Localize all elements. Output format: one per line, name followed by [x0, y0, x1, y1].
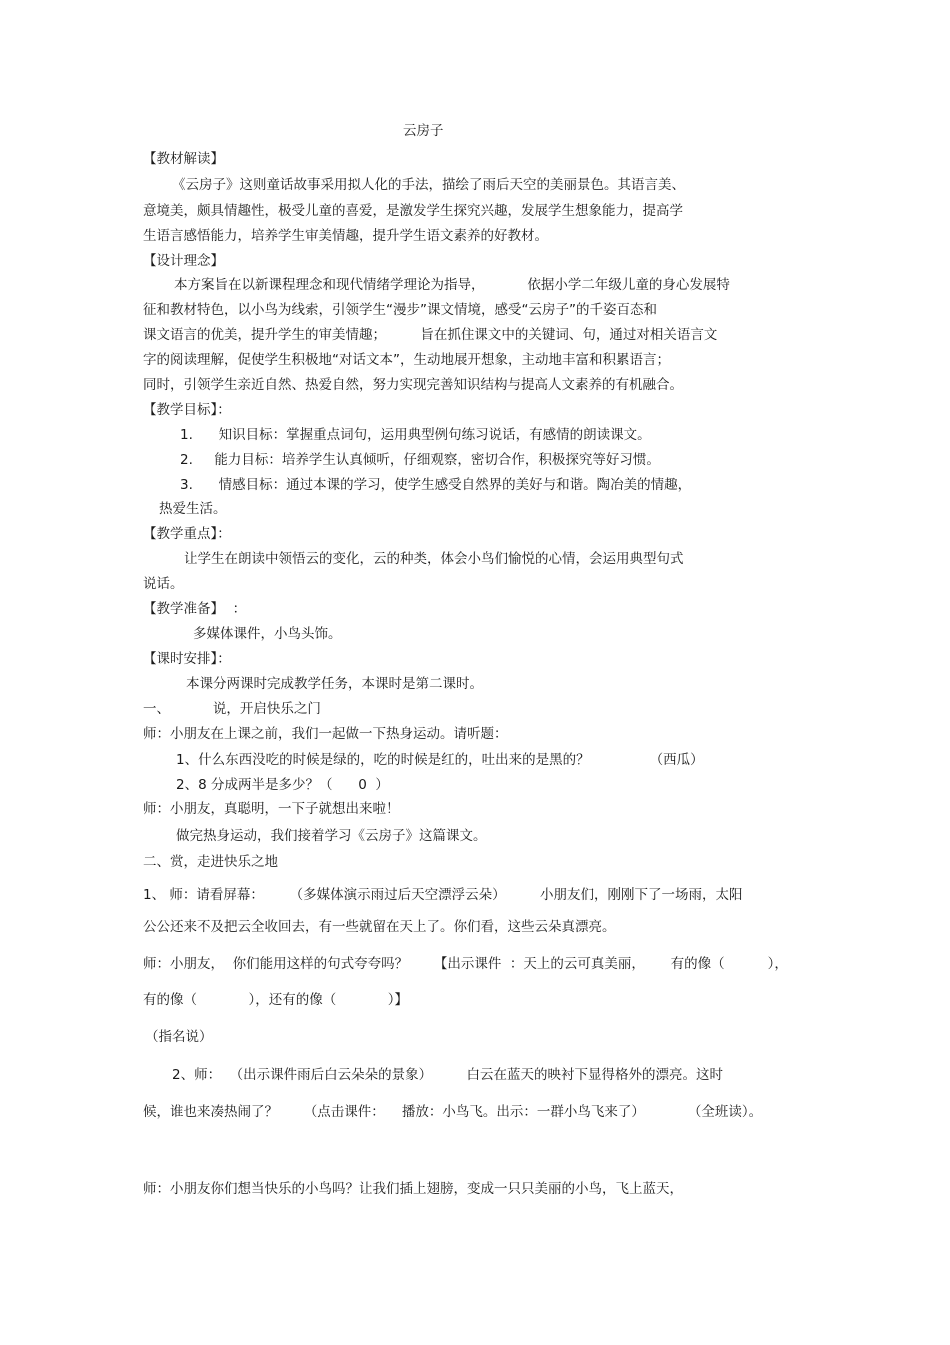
- list-item: 2. 能力目标：培养学生认真倾听，仔细观察，密切合作，积极探究等好习惯。: [180, 452, 660, 468]
- paragraph-line: 本课分两课时完成教学任务，本课时是第二课时。: [186, 676, 483, 692]
- list-item: 3. 情感目标：通过本课的学习，使学生感受自然界的美好与和谐。陶冶美的情趣，: [180, 477, 692, 493]
- paragraph-line: 热爱生活。: [159, 501, 227, 517]
- paragraph-line: 字的阅读理解，促使学生积极地“对话文本”，生动地展开想象，主动地丰富和积累语言；: [143, 352, 670, 368]
- paragraph-line: 2、师： （出示课件雨后白云朵朵的景象） 白云在蓝天的映衬下显得格外的漂亮。这时: [172, 1067, 724, 1083]
- paragraph-line: 公公还来不及把云全收回去，有一些就留在天上了。你们看，这些云朵真漂亮。: [143, 919, 616, 935]
- section-heading: 【课时安排】：: [143, 651, 231, 667]
- paragraph-line: 做完热身运动，我们接着学习《云房子》这篇课文。: [176, 828, 487, 844]
- paragraph-line: 课文语言的优美，提升学生的审美情趣； 旨在抓住课文中的关键词、句，通过对相关语言文: [143, 327, 718, 343]
- paragraph-line: 师：小朋友， 你们能用这样的句式夸夸吗？ 【出示课件 ：天上的云可真美丽， 有的像（ ），: [143, 956, 788, 972]
- list-item: 1. 知识目标：掌握重点词句，运用典型例句练习说话，有感情的朗读课文。: [180, 427, 651, 443]
- paragraph-line: （指名说）: [145, 1029, 213, 1045]
- paragraph-line: 《云房子》这则童话故事采用拟人化的手法，描绘了雨后天空的美丽景色。其语言美、: [172, 177, 685, 193]
- list-item: 1、什么东西没吃的时候是绿的，吃的时候是红的，吐出来的是黑的？ （西瓜）: [176, 752, 704, 768]
- paragraph-line: 师：小朋友，真聪明，一下子就想出来啦！: [143, 801, 400, 817]
- section-heading: 【教学重点】：: [143, 526, 231, 542]
- subsection-heading: 二、赏，走进快乐之地: [143, 854, 278, 870]
- paragraph-line: 生语言感悟能力，培养学生审美情趣，提升学生语文素养的好教材。: [143, 228, 548, 244]
- paragraph-line: 1、 师：请看屏幕： （多媒体演示雨过后天空漂浮云朵） 小朋友们，刚刚下了一场雨，太阳: [143, 887, 743, 903]
- section-heading: 【教学准备】 ：: [143, 601, 247, 617]
- section-heading: 【教学目标】：: [143, 402, 231, 418]
- paragraph-line: 本方案旨在以新课程理念和现代情绪学理论为指导， 依据小学二年级儿童的身心发展特: [174, 277, 730, 293]
- paragraph-line: 候，谁也来凑热闹了？ （点击课件： 播放：小鸟飞。出示：一群小鸟飞来了） （全班读）。: [143, 1104, 763, 1120]
- paragraph-line: 师：小朋友在上课之前，我们一起做一下热身运动。请听题：: [143, 726, 508, 742]
- doc-title: 云房子: [403, 123, 444, 139]
- paragraph-line: 同时，引领学生亲近自然、热爱自然，努力实现完善知识结构与提高人文素养的有机融合。: [143, 377, 683, 393]
- paragraph-line: 师：小朋友你们想当快乐的小鸟吗？让我们插上翅膀，变成一只只美丽的小鸟，飞上蓝天，: [143, 1181, 683, 1197]
- section-heading: 【教材解读】: [143, 151, 224, 167]
- paragraph-line: 有的像（ ），还有的像（ ）】: [143, 992, 408, 1008]
- paragraph-line: 说话。: [143, 576, 184, 592]
- list-item: 2、8 分成两半是多少？（ 0 ）: [176, 777, 389, 793]
- paragraph-line: 多媒体课件，小鸟头饰。: [193, 626, 342, 642]
- paragraph-line: 意境美，颇具情趣性，极受儿童的喜爱，是激发学生探究兴趣，发展学生想象能力，提高学: [143, 203, 683, 219]
- subsection-heading: 一、 说，开启快乐之门: [143, 701, 321, 717]
- section-heading: 【设计理念】: [143, 253, 224, 269]
- paragraph-line: 征和教材特色，以小鸟为线索，引领学生“漫步”课文情境，感受“云房子”的千姿百态和: [143, 302, 657, 318]
- paragraph-line: 让学生在朗读中领悟云的变化，云的种类，体会小鸟们愉悦的心情，会运用典型句式: [184, 551, 684, 567]
